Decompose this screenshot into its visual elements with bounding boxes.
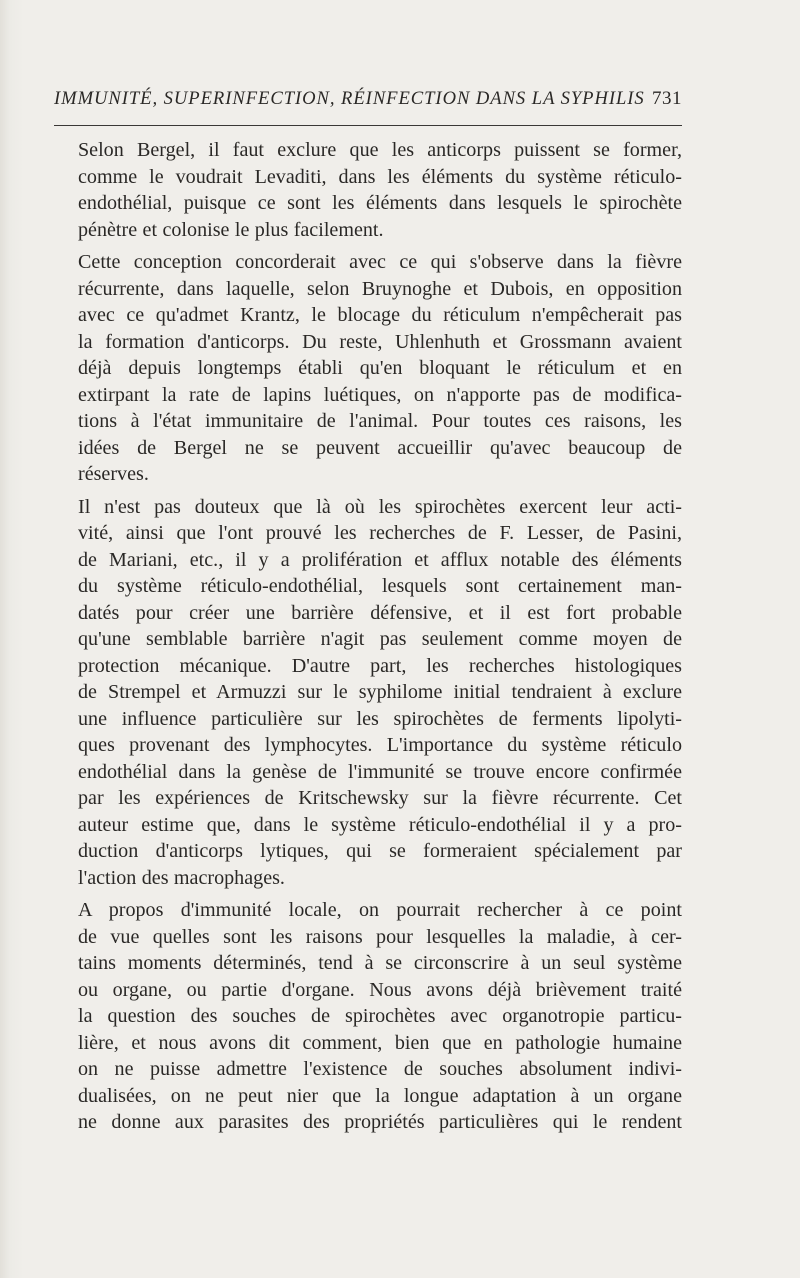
text-line: de Strempel et Armuzzi sur le syphilome initial tendraient à exclure: [78, 681, 682, 703]
text-line: lière, et nous avons dit comment, bien que en pathologie humaine: [78, 1031, 682, 1054]
text-line: réserves.: [78, 463, 149, 485]
text-line: ques provenant des lymphocytes. L'importance du système réticulo: [78, 734, 682, 756]
text-line: endothélial dans la genèse de l'immunité se trouve encore confirmée: [78, 760, 682, 783]
text-line: vité, ainsi que l'ont prouvé les recherches de F. Lesser, de Pasini,: [78, 522, 682, 544]
text-line: Selon Bergel, il faut exclure que les anticorps puissent se former,: [78, 139, 682, 161]
text-line: la formation d'anticorps. Du reste, Uhlenhuth et Grossmann avaient: [78, 330, 682, 353]
header-rule: [54, 125, 682, 126]
running-head: [54, 88, 682, 118]
paragraph-3: [54, 494, 682, 892]
text-line: déjà depuis longtemps établi qu'en bloquant le réticulum et en: [78, 357, 682, 379]
text-line: avec ce qu'admet Krantz, le blocage du réticulum n'empêcherait pas: [78, 304, 682, 326]
paragraph-4: [54, 897, 682, 1136]
text-line: pénètre et colonise le plus facilement.: [78, 218, 384, 241]
text-line: par les expériences de Kritschewsky sur la fièvre récurrente. Cet: [78, 787, 682, 809]
text-line: endothélial, puisque ce sont les éléments dans lesquels le spirochète: [78, 192, 682, 214]
page-number: 731: [652, 88, 682, 109]
paragraph-2: [54, 249, 682, 488]
text-line: une influence particulière sur les spirochètes de ferments lipolyti-: [78, 707, 682, 730]
text-line: Il n'est pas douteux que là où les spirochètes exercent leur acti-: [78, 495, 682, 518]
text-line: du système réticulo-endothélial, lesquels sont certainement man-: [78, 575, 682, 597]
text-line: ou organe, ou partie d'organe. Nous avons déjà brièvement traité: [78, 978, 682, 1001]
text-line: idées de Bergel ne se peuvent accueillir qu'avec beaucoup de: [78, 436, 682, 459]
text-line: on ne puisse admettre l'existence de souches absolument indivi-: [78, 1058, 682, 1080]
paragraph-1: [54, 137, 682, 243]
text-line: A propos d'immunité locale, on pourrait rechercher à ce point: [78, 899, 682, 921]
text-line: la question des souches de spirochètes avec organotropie particu-: [78, 1005, 682, 1027]
text-line: de Mariani, etc., il y a prolifération et afflux notable des éléments: [78, 548, 682, 571]
text-line: comme le voudrait Levaditi, dans les éléments du système réticulo-: [78, 165, 682, 188]
text-line: ne donne aux parasites des propriétés particulières qui le rendent: [78, 1111, 682, 1133]
text-line: l'action des macrophages.: [78, 866, 285, 889]
text-line: tains moments déterminés, tend à se circonscrire à un seul système: [78, 952, 682, 974]
text-line: protection mécanique. D'autre part, les recherches histologiques: [78, 654, 682, 677]
text-line: extirpant la rate de lapins luétiques, on n'apporte pas de modifica-: [78, 383, 682, 406]
running-title: IMMUNITÉ, SUPERINFECTION, RÉINFECTION DANS LA SYPHILIS: [54, 88, 645, 109]
body-text: [54, 137, 682, 1136]
text-line: Cette conception concorderait avec ce qui s'observe dans la fièvre: [78, 251, 682, 273]
text-line: qu'une semblable barrière n'agit pas seulement comme moyen de: [78, 628, 682, 650]
text-line: tions à l'état immunitaire de l'animal. Pour toutes ces raisons, les: [78, 410, 682, 432]
text-line: datés pour créer une barrière défensive, et il est fort probable: [78, 601, 682, 624]
text-line: duction d'anticorps lytiques, qui se formeraient spécialement par: [78, 840, 682, 862]
text-line: auteur estime que, dans le système réticulo-endothélial il y a pro-: [78, 813, 682, 836]
text-line: récurrente, dans laquelle, selon Bruynoghe et Dubois, en opposition: [78, 277, 682, 300]
text-line: dualisées, on ne peut nier que la longue adaptation à un organe: [78, 1084, 682, 1107]
text-line: de vue quelles sont les raisons pour lesquelles la maladie, à cer-: [78, 925, 682, 948]
